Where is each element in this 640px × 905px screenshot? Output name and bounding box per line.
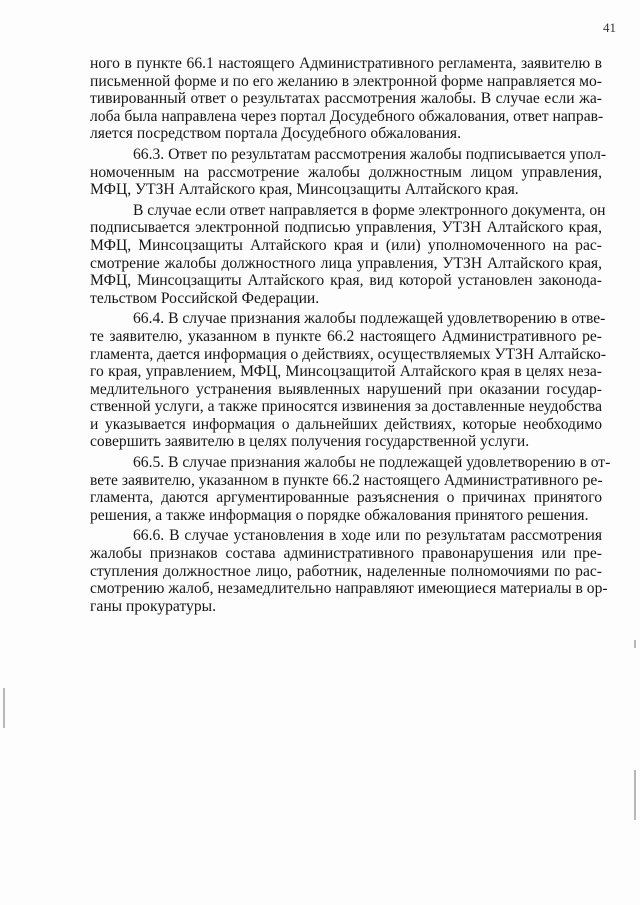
text-line: подписывается электронной подписью управления, УТЗН Алтайского края, [90, 219, 602, 237]
paragraph [90, 201, 606, 308]
text-line: ганы прокуратуры. [90, 597, 217, 615]
paragraph-66-4 [90, 310, 607, 451]
text-line: решения, а также информация о порядке обжалования принятого решения. [90, 506, 589, 524]
text-line: смотрение жалобы должностного лица управления, УТЗН Алтайского края, [90, 254, 602, 272]
text-line: 66.5. В случае признания жалобы не подлежащей удовлетворению в от- [133, 454, 611, 472]
text-line: тельством Российской Федерации. [90, 289, 320, 307]
document-body [90, 55, 611, 615]
text-line: лоба была направлена через портал Досудебного обжалования, ответ направ- [90, 107, 604, 125]
text-line: 66.4. В случае признания жалобы подлежащей удовлетворению в отве- [133, 310, 606, 328]
text-line: совершить заявителю в целях получения государственной услуги. [90, 433, 530, 451]
scan-artifact [634, 770, 636, 820]
text-line: гламента, даются аргументированные разъяснения о причинах принятого [90, 489, 602, 507]
text-line: МФЦ, Минсоцзащиты Алтайского края и (или) уполномоченного на рас- [90, 236, 602, 254]
text-line: 66.6. В случае установления в ходе или по результатам рассмотрения [133, 527, 602, 545]
scan-artifact [634, 640, 636, 648]
paragraph-66-5 [90, 454, 611, 524]
text-line: го края, управлением, МФЦ, Минсоцзащитой Алтайского края в целях неза- [90, 363, 602, 381]
text-line: ственной услуги, а также приносятся извинения за доставленные неудобства [90, 398, 602, 416]
text-line: медлительного устранения выявленных нарушений при оказании государ- [90, 380, 602, 398]
text-line: МФЦ, УТЗН Алтайского края, Минсоцзащиты Алтайского края. [90, 181, 519, 199]
text-line: жалобы признаков состава административного правонарушения или пре- [90, 545, 602, 563]
text-line: МФЦ, Минсоцзащиты Алтайского края, вид которой установлен законода- [90, 272, 602, 290]
paragraph [90, 55, 602, 143]
text-line: письменной форме и по его желанию в электронной форме направляется мо- [90, 72, 602, 90]
text-line: ного в пункте 66.1 настоящего Административного регламента, заявителю в [90, 55, 602, 72]
text-line: тивированный ответ о результатах рассмотрения жалобы. В случае если жа- [90, 90, 602, 108]
text-line: смотрению жалоб, незамедлительно направляют имеющиеся материалы в ор- [90, 580, 608, 598]
text-line: 66.3. Ответ по результатам рассмотрения жалобы подписывается упол- [133, 145, 607, 163]
page-number: 41 [603, 20, 616, 35]
scan-artifact [3, 688, 5, 728]
text-line: гламента, дается информация о действиях, осуществляемых УТЗН Алтайско- [90, 345, 607, 363]
paragraph-66-3 [90, 145, 607, 199]
text-line: те заявителю, указанном в пункте 66.2 настоящего Административного ре- [90, 327, 602, 345]
text-line: В случае если ответ направляется в форме электронного документа, он [133, 201, 606, 219]
text-line: ляется посредством портала Досудебного обжалования. [90, 125, 462, 143]
paragraph-66-6 [90, 527, 608, 615]
text-line: и указывается информация о дальнейших действиях, которые необходимо [90, 415, 602, 433]
text-line: вете заявителю, указанном в пункте 66.2 настоящего Административного ре- [90, 471, 603, 489]
text-line: ступления должностное лицо, работник, наделенные полномочиями по рас- [90, 562, 602, 580]
text-line: номоченным на рассмотрение жалобы должностным лицом управления, [90, 163, 602, 181]
